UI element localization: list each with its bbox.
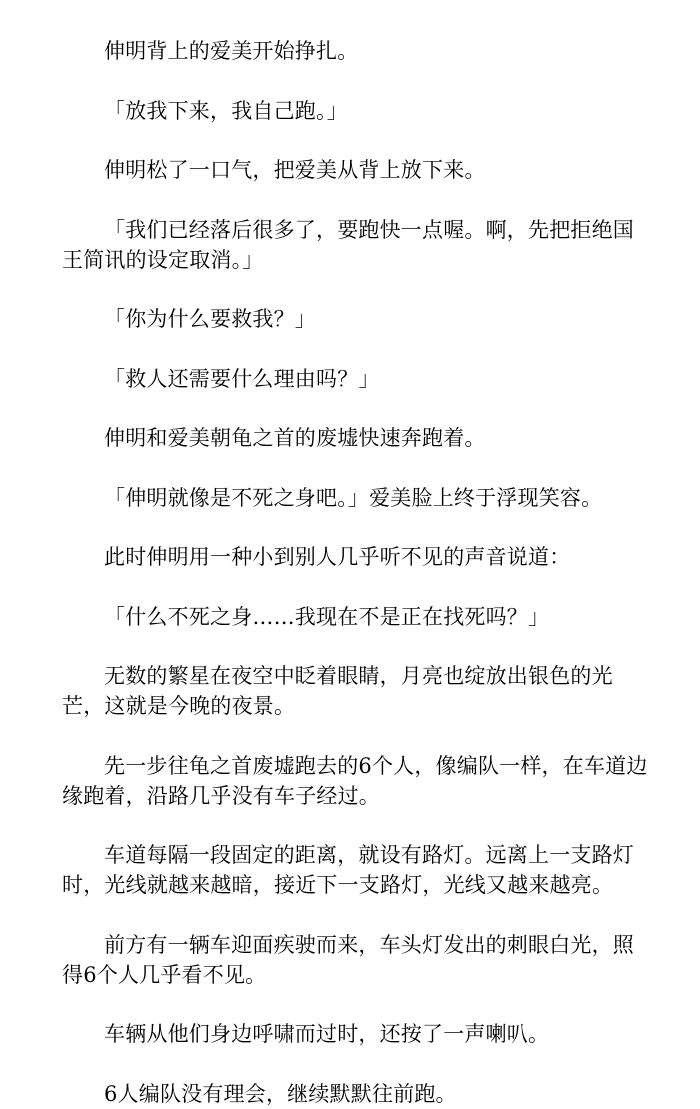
paragraph-8: 「伸明就像是不死之身吧。」爱美脸上终于浮现笑容。 (104, 485, 603, 510)
paragraph-5: 「你为什么要救我？」 (104, 307, 316, 331)
paragraph-2: 「放我下来，我自己跑。」 (104, 98, 348, 123)
paragraph-10: 「什么不死之身……我现在不是正在找死吗？」 (104, 604, 550, 629)
paragraph-4: 「我们已经落后很多了，要跑快一点喔。啊，先把拒绝国王简讯的设定取消。」 (62, 217, 634, 272)
paragraph-3: 伸明松了一口气，把爱美从背上放下来。 (104, 158, 486, 182)
paragraph-1: 伸明背上的爱美开始挣扎。 (104, 39, 359, 63)
paragraph-9: 此时伸明用一种小到别人几乎听不见的声音说道： (104, 545, 571, 569)
paragraph-14: 前方有一辆车迎面疾驶而来，车头灯发出的刺眼白光，照得6个人几乎看不见。 (62, 932, 634, 987)
paragraph-12: 先一步往龟之首废墟跑去的6个人，像编队一样，在车道边缘跑着，沿路几乎没有车子经过。 (62, 753, 648, 808)
paragraph-13: 车道每隔一段固定的距离，就设有路灯。远离上一支路灯时，光线就越来越暗，接近下一支路灯，光线又越来越亮。 (62, 843, 634, 897)
paragraph-11: 无数的繁星在夜空中眨着眼睛，月亮也绽放出银色的光芒，这就是今晚的夜景。 (62, 664, 613, 718)
paragraph-6: 「救人还需要什么理由吗？」 (104, 366, 380, 391)
paragraph-15: 车辆从他们身边呼啸而过时，还按了一声喇叭。 (104, 1022, 550, 1046)
paragraph-16: 6人编队没有理会，继续默默往前跑。 (104, 1081, 457, 1106)
paragraph-7: 伸明和爱美朝龟之首的废墟快速奔跑着。 (104, 426, 486, 450)
